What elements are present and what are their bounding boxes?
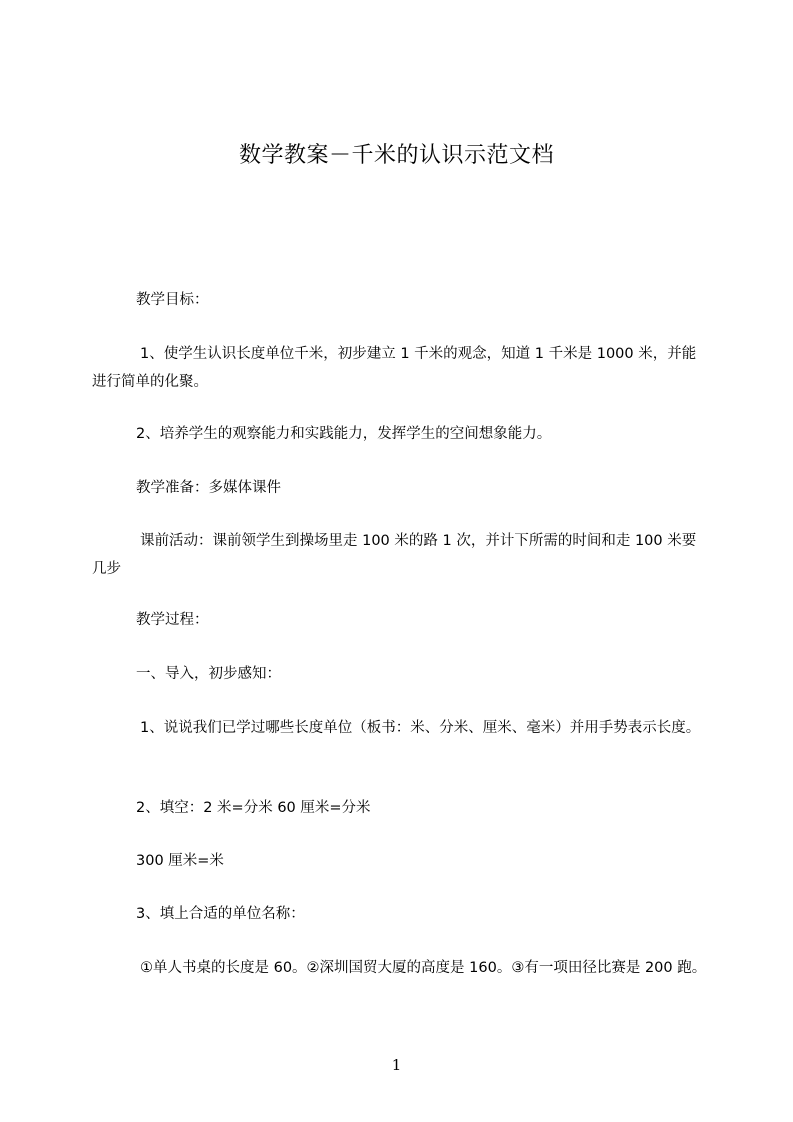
paragraph-step-3-examples: ①单人书桌的长度是 60。②深圳国贸大厦的高度是 160。③有一项田径比赛是 200 跑。 <box>140 960 707 976</box>
paragraph-step-2: 2、填空：2 米=分米 60 厘米=分米 <box>136 800 371 816</box>
paragraph-objectives-heading: 教学目标： <box>136 292 209 308</box>
paragraph-objective-2: 2、培养学生的观察能力和实践能力，发挥学生的空间想象能力。 <box>136 426 552 442</box>
paragraph-step-1: 1、说说我们已学过哪些长度单位（板书：米、分米、厘米、毫米）并用手势表示长度。 <box>140 720 701 736</box>
page-number: 1 <box>391 1056 402 1074</box>
document-title: 数学教案－千米的认识示范文档 <box>238 143 554 168</box>
paragraph-preparation: 教学准备：多媒体课件 <box>136 480 281 496</box>
paragraph-section-1-heading: 一、导入，初步感知： <box>136 666 281 682</box>
paragraph-step-2-continued: 300 厘米=米 <box>136 853 224 869</box>
paragraph-pre-class-activity: 课前活动：课前领学生到操场里走 100 米的路 1 次，并计下所需的时间和走 100 米要几步 <box>92 533 697 577</box>
paragraph-objective-1: 1、使学生认识长度单位千米，初步建立 1 千米的观念，知道 1 千米是 1000 米，并能进行简单的化聚。 <box>92 346 697 390</box>
paragraph-step-3: 3、填上合适的单位名称： <box>136 906 305 922</box>
paragraph-process-heading: 教学过程： <box>136 612 209 628</box>
